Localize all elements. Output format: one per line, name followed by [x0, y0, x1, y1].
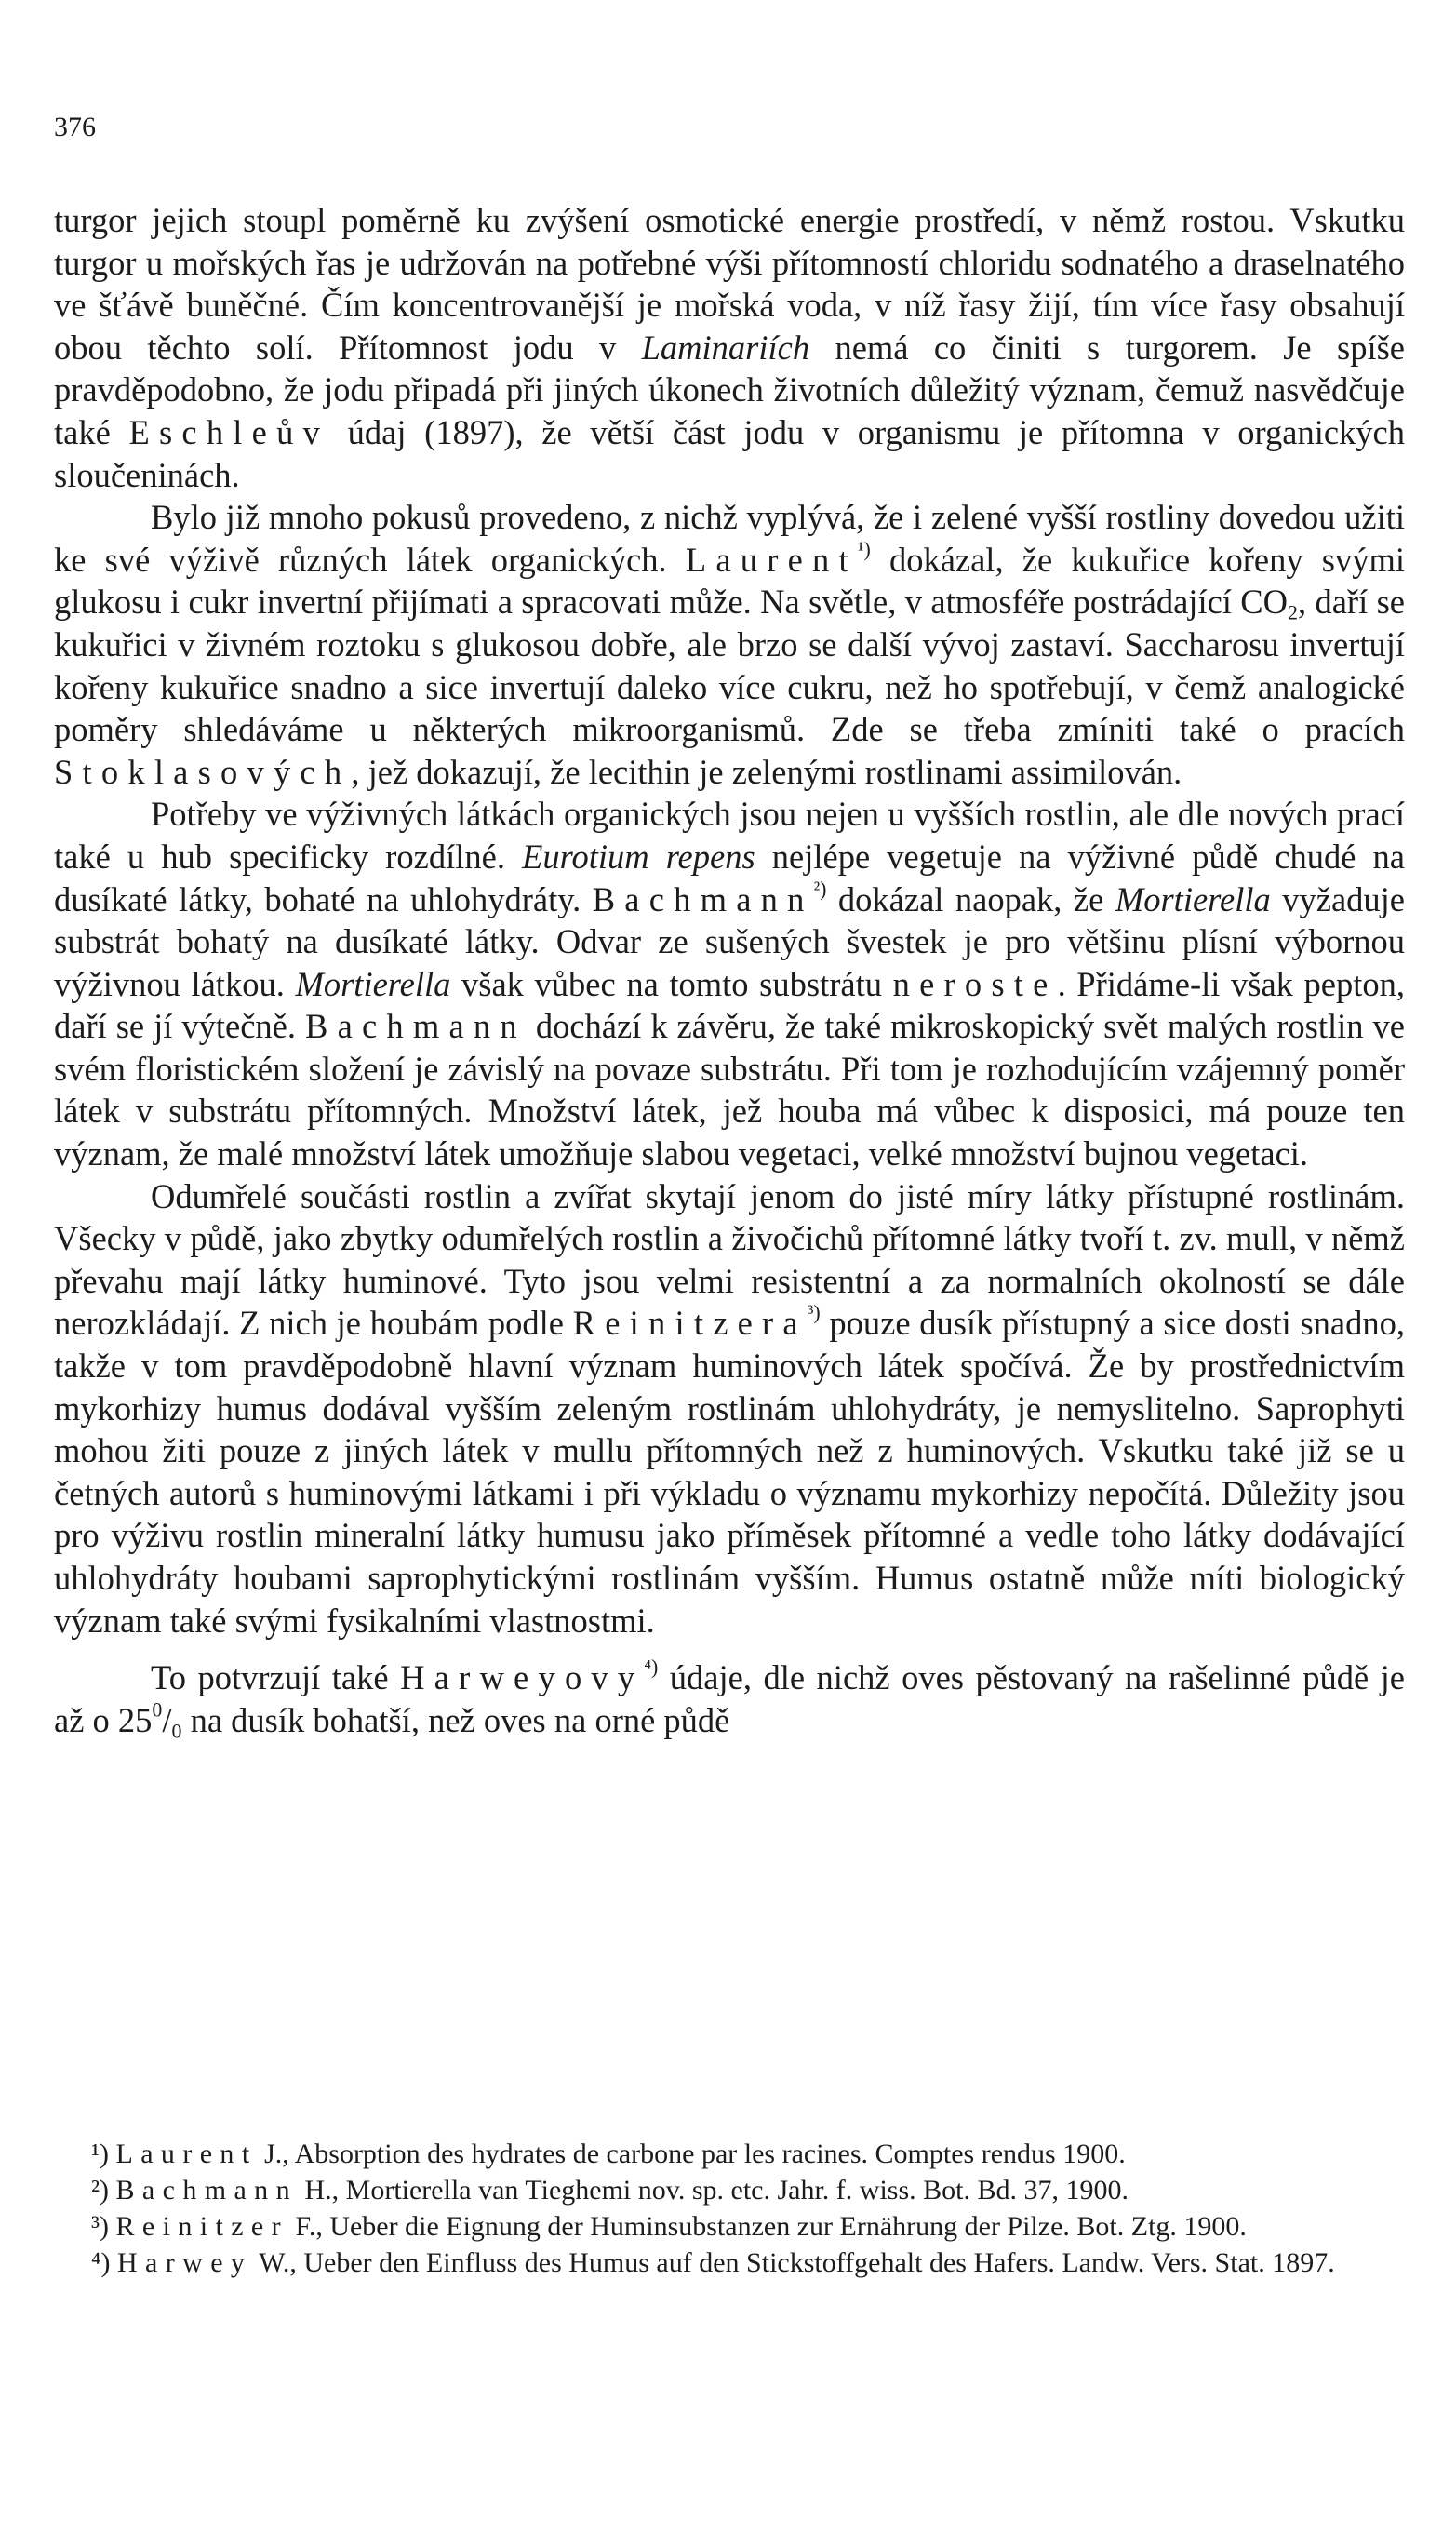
spaced-author-name: neroste — [892, 964, 1058, 1003]
spaced-author-name: Laurent — [115, 2138, 258, 2169]
text-run: turgor jejich stoupl poměrně ku zvýšení osmotické energie prostředí, v němž rostou. Vskutku turgor u mořských řas je udržován na potřebné výši přítomností chloridu sodnatého a draselnatého ve šťávě buněčné. Čím koncentrovanější je mořská voda, v níž řasy žijí, tím více řasy obsahují obou těchto solí. Přítomnost jodu v — [54, 201, 1405, 367]
paragraph — [54, 1175, 1405, 1642]
italic-taxon: Laminariích — [641, 328, 810, 367]
superscript: 0 — [152, 1697, 163, 1722]
text-run: ¹) — [91, 2138, 116, 2169]
text-run: ³) — [91, 2211, 116, 2242]
text-run: , daří se kukuřici v živném roztoku s glukosou dobře, ale brzo se další vývoj zastaví. Saccharosu invertují kořeny kukuřice snadno a sice invertují daleko více cukru, než ho spotřebují, v čemž analogické poměry shledáváme u některých mikroorganismů. Zde se třeba zmíniti také o pracích — [54, 583, 1405, 749]
superscript: ⁴) — [644, 1655, 659, 1679]
text-run: H., Mortierella van Tieghemi nov. sp. etc. Jahr. f. wiss. Bot. Bd. 37, 1900. — [297, 2175, 1129, 2206]
superscript: ²) — [813, 877, 827, 901]
text-run: údaj (1897), že větší část jodu v organismu je přítomna v organických sloučeninách. — [54, 412, 1405, 494]
spaced-author-name: Bachmann — [305, 1007, 527, 1046]
text-run: Bylo již mnoho pokusů provedeno, z nichž vyplývá, že i zelené vyšší rostliny dovedou užiti ke své výživě různých látek organických. — [54, 498, 1405, 579]
paragraph — [54, 496, 1405, 793]
text-run: však vůbec na tomto substrátu — [450, 964, 893, 1003]
text-run: To potvrzují také — [151, 1658, 401, 1697]
text-run: ²) — [91, 2175, 116, 2206]
footnote — [54, 2209, 1405, 2244]
footnote — [54, 2246, 1405, 2280]
text-run: W., Ueber den Einfluss des Humus auf den Stickstoffgehalt des Hafers. Landw. Vers. Stat. 1897. — [252, 2247, 1335, 2278]
text-run: na dusík bohatší, než oves na orné půdě — [181, 1700, 730, 1739]
footnote — [54, 2173, 1405, 2207]
text-run: nemá co činiti s turgorem. Je spíše pravděpodobno, že jodu připadá při jiných úkonech životních důležitý význam, čemuž nasvědčuje také — [54, 328, 1405, 451]
italic-taxon: Eurotium repens — [522, 837, 755, 876]
spaced-author-name: Harwey — [116, 2247, 253, 2278]
paragraph — [54, 199, 1405, 496]
footnotes — [54, 2137, 1405, 2282]
spaced-author-name: Bachmann — [115, 2175, 298, 2206]
italic-taxon: Mortierella — [295, 964, 451, 1003]
paragraph — [54, 793, 1405, 1174]
paragraph — [54, 1656, 1405, 1741]
spaced-author-name: Bachmann — [592, 879, 814, 918]
text-run: nejlépe vegetuje na výživné půdě chudé na dusíkaté látky, bohaté na uhlohydráty. — [54, 837, 1406, 918]
text-run: J., Absorption des hydrates de carbone par les racines. Comptes rendus 1900. — [257, 2138, 1126, 2169]
text-run: ⁴) — [91, 2247, 117, 2278]
text-run: , jež dokazují, že lecithin je zelenými rostlinami assimilován. — [351, 752, 1182, 791]
spaced-author-name: Eschleův — [128, 412, 330, 451]
superscript: ¹) — [857, 537, 871, 561]
spaced-author-name: Harweyovy — [400, 1658, 645, 1697]
text-run: / — [162, 1700, 172, 1739]
spaced-author-name: Laurent — [685, 540, 858, 579]
text-run: dokázal naopak, že — [826, 879, 1115, 918]
text-run: údaje, dle nichž oves pěstovaný na rašelinné půdě je až o 25 — [54, 1658, 1406, 1739]
subscript: 0 — [171, 1719, 182, 1743]
text-run: dokázal, že kukuřice kořeny svými glukosu i cukr invertní přijímati a spracovati může. Na světle, v atmosféře postrádající CO — [54, 540, 1405, 622]
spaced-author-name: Reinitzer — [115, 2211, 289, 2242]
text-run: Potřeby ve výživných látkách organických jsou nejen u vyšších rostlin, ale dle nových prací také u hub specificky rozdílné. — [54, 795, 1405, 876]
text-run: pouze dusík přístupný a sice dosti snadno, takže v tom pravděpodobně hlavní význam huminových látek spočívá. Že by prostřednictvím mykorhizy humus dodával vyšším zeleným rostlinám uhlohydráty, je nemyslitelno. Saprophyti mohou žiti pouze z jiných látek v mullu přítomných než z huminových. Vskutku také již se u četných autorů s huminovými látkami i při výkladu o významu mykorhizy nepočítá. Důležity jsou pro výživu rostlin mineralní látky humusu jako příměsek přítomné a vedle toho látky dodávající uhlohydráty houbami saprophytickými rostlinám vyšším. Humus ostatně může míti biologický význam také svými fysikalními vlastnostmi. — [54, 1304, 1405, 1640]
italic-taxon: Mortierella — [1115, 879, 1271, 918]
text-run: vyžaduje substrát bohatý na dusíkaté látky. Odvar ze sušených švestek je pro většinu plísní výbornou výživnou látkou. — [54, 879, 1405, 1003]
page-number: 376 — [54, 112, 96, 142]
footnote — [54, 2137, 1405, 2171]
text-run: F., Ueber die Eignung der Huminsubstanzen zur Ernährung der Pilze. Bot. Ztg. 1900. — [288, 2211, 1247, 2242]
superscript: ³) — [807, 1301, 821, 1325]
text-run: dochází k závěru, že také mikroskopický svět malých rostlin ve svém floristickém složení je závislý na povaze substrátu. Při tom je rozhodujícím vzájemný poměr látek v substrátu přítomných. Množství látek, jež houba má vůbec k disposici, má pouze ten význam, že malé množství látek umožňuje slabou vegetaci, velké množství bujnou vegetaci. — [54, 1007, 1405, 1173]
spaced-author-name: Reinitzera — [572, 1304, 808, 1343]
spaced-author-name: Stoklasových — [54, 752, 352, 791]
subscript: 2 — [1288, 600, 1298, 624]
text-run: . Přidáme-li však pepton, daří se jí výtečně. — [54, 964, 1405, 1046]
body-text — [54, 199, 1405, 1741]
text-run: Odumřelé součásti rostlin a zvířat skytají jenom do jisté míry látky přístupné rostlinám. Všecky v půdě, jako zbytky odumřelých rostlin a živočichů přítomné látky tvoří t. zv. mull, v němž převahu mají látky huminové. Tyto jsou velmi resistentní a za normalních okolností se dále nerozkládají. Z nich je houbám podle — [54, 1176, 1405, 1343]
